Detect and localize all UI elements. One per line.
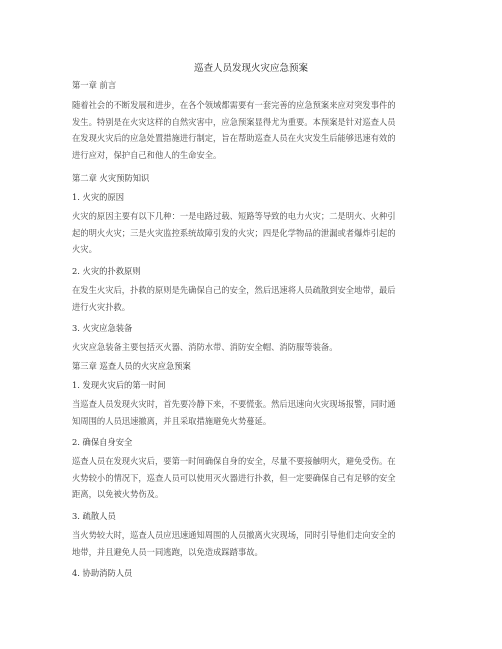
text-line: 起的明火火灾；三是火灾监控系统故障引发的火灾；四是化学物品的泄漏或者爆炸引起的 (72, 227, 396, 238)
text-line: 火灾应急装备主要包括灭火器、消防水带、消防安全帽、消防服等装备。 (72, 342, 338, 352)
section-heading: 3. 疏散人员 (72, 511, 116, 521)
text-line: 火势较小的情况下，巡查人员可以使用灭火器进行扑救，但一定要确保自己有足够的安全 (72, 472, 396, 483)
text-line: 进行火灾扑救。 (72, 301, 131, 312)
text-line: 发生。特别是在火灾这样的自然灾害中，应急预案显得尤为重要。本预案是针对巡查人员 (72, 116, 396, 127)
text-line: 在发现火灾后的应急处置措施进行制定，旨在帮助巡查人员在火灾发生后能够迅速有效的 (72, 133, 396, 143)
text-line: 随着社会的不断发展和进步，在各个领域都需要有一套完善的应急预案来应对突发事件的 (72, 100, 396, 110)
text-line: 巡查人员在发现火灾后，要第一时间确保自身的安全，尽量不要接触明火，避免受伤。在 (72, 456, 396, 466)
text-line: 知周围的人员迅速撤离，并且采取措施避免火势蔓延。 (72, 415, 272, 426)
section-paragraph (72, 208, 432, 258)
section-paragraph (72, 453, 432, 503)
text-line: 当火势较大时，巡查人员应迅速通知周围的人员撤离火灾现场，同时引导他们走向安全的 (72, 530, 396, 540)
text-line: 地带，并且避免人员一同逃跑，以免造成踩踏事故。 (72, 546, 263, 557)
document-title: 巡查人员发现火灾应急预案 (193, 63, 308, 74)
section-heading: 4. 协助消防人员 (72, 568, 133, 578)
section-paragraph (72, 339, 432, 356)
text-line: 当巡查人员发现火灾时，首先要冷静下来，不要慌张。然后迅速向火灾现场报警，同时通 (72, 399, 396, 409)
text-line: 进行应对，保护自己和他人的生命安全。 (72, 149, 222, 160)
section-heading: 2. 火灾的扑救原则 (72, 266, 141, 276)
chapter-2-heading: 第二章 火灾预防知识 (72, 173, 150, 183)
section-paragraph (72, 282, 432, 315)
section-heading: 1. 火灾的原因 (72, 192, 125, 202)
chapter-3-heading: 第三章 巡查人员的火灾应急预案 (72, 361, 191, 371)
section-heading: 3. 火灾应急装备 (72, 323, 133, 333)
text-line: 在发生火灾后，扑救的原则是先确保自己的安全，然后迅速将人员疏散到安全地带，最后 (72, 285, 396, 295)
text-line: 火灾的原因主要有以下几种：一是电路过载、短路等导致的电力火灾；二是明火、火种引 (72, 211, 396, 221)
text-line: 距离，以免被火势伤及。 (72, 489, 164, 499)
section-heading: 2. 确保自身安全 (72, 437, 133, 447)
section-paragraph (72, 527, 432, 560)
text-line: 火灾。 (72, 244, 97, 254)
section-heading: 1. 发现火灾后的第一时间 (72, 380, 166, 390)
chapter-1-heading: 第一章 前言 (72, 80, 117, 90)
section-paragraph (72, 396, 432, 429)
chapter-1-paragraph (72, 97, 432, 163)
